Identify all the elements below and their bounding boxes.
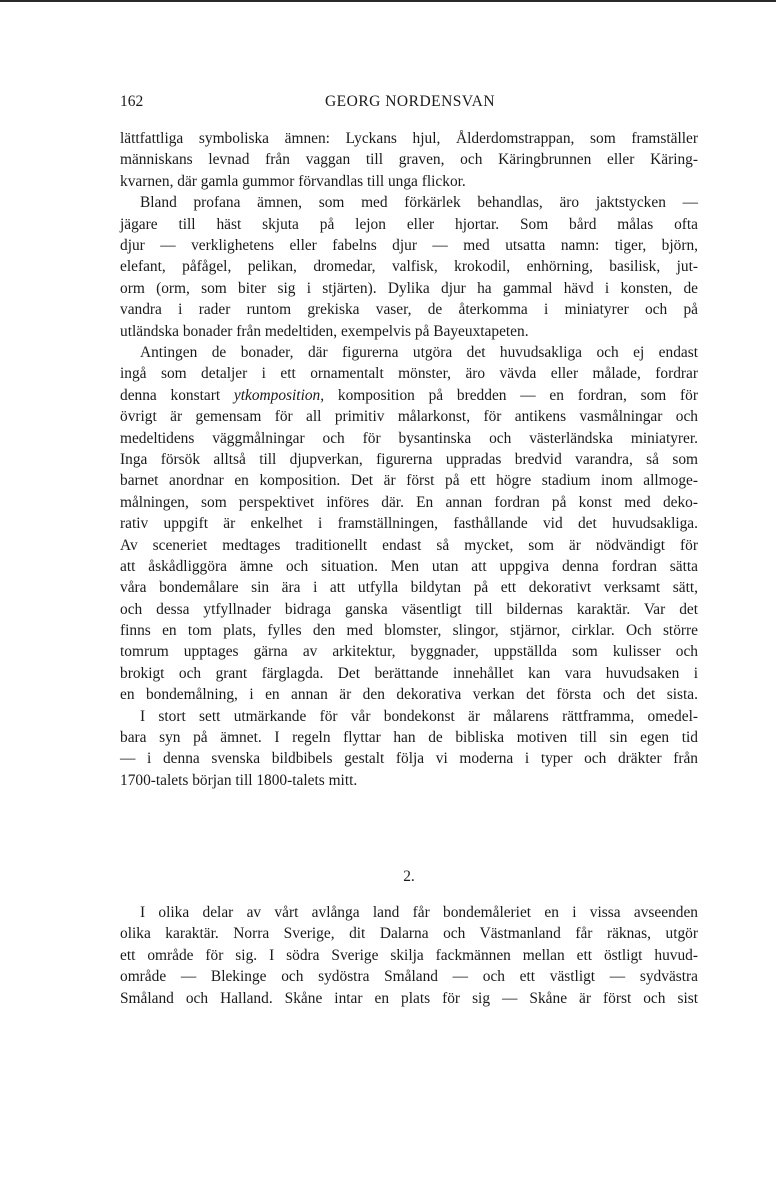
text-line: Av sceneriet medtages traditionellt endast så mycket, som är nödvändigt för — [120, 536, 698, 554]
text-line: människans levnad från vaggan till graven, och Käringbrunnen eller Käring- — [120, 151, 698, 169]
text-line: en bondemålning, i en annan är den dekorativa verkan det första och det sista. — [120, 686, 698, 704]
text-line: rativ uppgift är enkelhet i framställningen, fasthållande vid det huvudsakliga. — [120, 515, 698, 533]
text-line: 1700-talets början till 1800-talets mitt. — [120, 771, 358, 789]
text-segment: denna konstart — [120, 386, 234, 404]
text-line: kvarnen, där gamla gummor förvandlas till unga flickor. — [120, 172, 466, 190]
text-line: Småland och Halland. Skåne intar en plats för sig — Skåne är först och sist — [120, 989, 698, 1007]
text-line: område — Blekinge och sydöstra Småland — och ett västligt — sydvästra — [120, 968, 698, 986]
text-line: djur — verklighetens eller fabelns djur — med utsatta namn: tiger, björn, — [120, 236, 698, 254]
text-line: utländska bonader från medeltiden, exempelvis på Bayeuxtapeten. — [120, 322, 529, 340]
text-line: I stort sett utmärkande för vår bondekonst är målarens rättframma, omedel- — [140, 707, 698, 725]
text-line: I olika delar av vårt avlånga land får bondemåleriet en i vissa avseenden — [140, 904, 698, 921]
text-line: bara syn på ämnet. I regeln flyttar han de bibliska motiven till sin egen tid — [120, 729, 698, 747]
text-line: ingå som detaljer i ett ornamentalt mönster, äro vävda eller målade, fordrar — [120, 365, 698, 383]
text-line: jägare till häst skjuta på lejon eller hjortar. Som bård målas ofta — [120, 215, 698, 233]
section-number: 2. — [403, 868, 415, 885]
text-block-2 — [120, 342, 698, 791]
text-line: vandra i rader runtom grekiska vaser, de återkomma i miniatyrer och på — [120, 301, 698, 319]
text-line: barnet anordnar en komposition. Det är först på ett högre stadium inom allmoge- — [120, 472, 698, 490]
text-segment: komposition på bredden — en fordran, som för — [324, 386, 699, 404]
text-line: tomrum upptages gärna av arkitektur, byggnader, uppställda som kulisser och — [120, 643, 698, 661]
text-line: ett område för sig. I södra Sverige skilja fackmännen mellan ett östligt huvud- — [120, 946, 698, 964]
text-line: Bland profana ämnen, som med förkärlek behandlas, äro jaktstycken — — [140, 194, 698, 212]
page-number: 162 — [120, 93, 144, 110]
page-header — [120, 93, 700, 115]
text-line: våra bondemålare sin ära i att utfylla bildytan på ett dekorativt verksamt sätt, — [120, 579, 698, 597]
text-line: — i denna svenska bildbibels gestalt följa vi moderna i typer och dräkter från — [120, 750, 698, 768]
text-line: olika karaktär. Norra Sverige, dit Dalarna och Västmanland får räknas, utgör — [120, 925, 698, 943]
text-block-3 — [120, 902, 698, 1009]
text-line: elefant, påfågel, pelikan, dromedar, valfisk, krokodil, enhörning, basilisk, jut- — [120, 258, 698, 276]
text-line-with-italic — [120, 385, 698, 406]
text-line: finns en tom plats, fylles den med blomster, slingor, stjärnor, cirklar. Och större — [120, 622, 698, 640]
text-block-1 — [120, 128, 698, 342]
text-line: målningen, som perspektivet införes där. En annan fordran på konst med deko- — [120, 493, 698, 511]
italic-term: ytkomposition, — [233, 386, 325, 404]
text-line: att åskådliggöra ämne och situation. Men utan att uppgiva denna fordran sätta — [120, 557, 698, 575]
scan-edge-line — [0, 0, 776, 2]
text-line: medeltidens väggmålningar och för bysantinska och västerländska miniatyrer. — [120, 429, 698, 447]
text-line: brokigt och grant färglagda. Det berättande innehållet kan vara huvudsaken i — [120, 664, 698, 682]
text-line: lättfattliga symboliska ämnen: Lyckans hjul, Ålderdomstrappan, som framställer — [120, 130, 698, 147]
text-line: orm (orm, som biter sig i stjärten). Dylika djur ha gammal hävd i konsten, de — [120, 279, 698, 297]
text-line: och dessa ytfyllnader bidraga ganska väsentligt till bildernas karaktär. Var det — [120, 600, 698, 618]
text-line: Antingen de bonader, där figurerna utgöra det huvudsakliga och ej endast — [140, 344, 698, 361]
text-line: Inga försök alltså till djupverkan, figurerna uppradas bredvid varandra, så som — [120, 450, 698, 468]
text-line: övrigt är gemensam för all primitiv målarkonst, för antikens vasmålningar och — [120, 408, 698, 426]
running-title: GEORG NORDENSVAN — [324, 93, 496, 110]
